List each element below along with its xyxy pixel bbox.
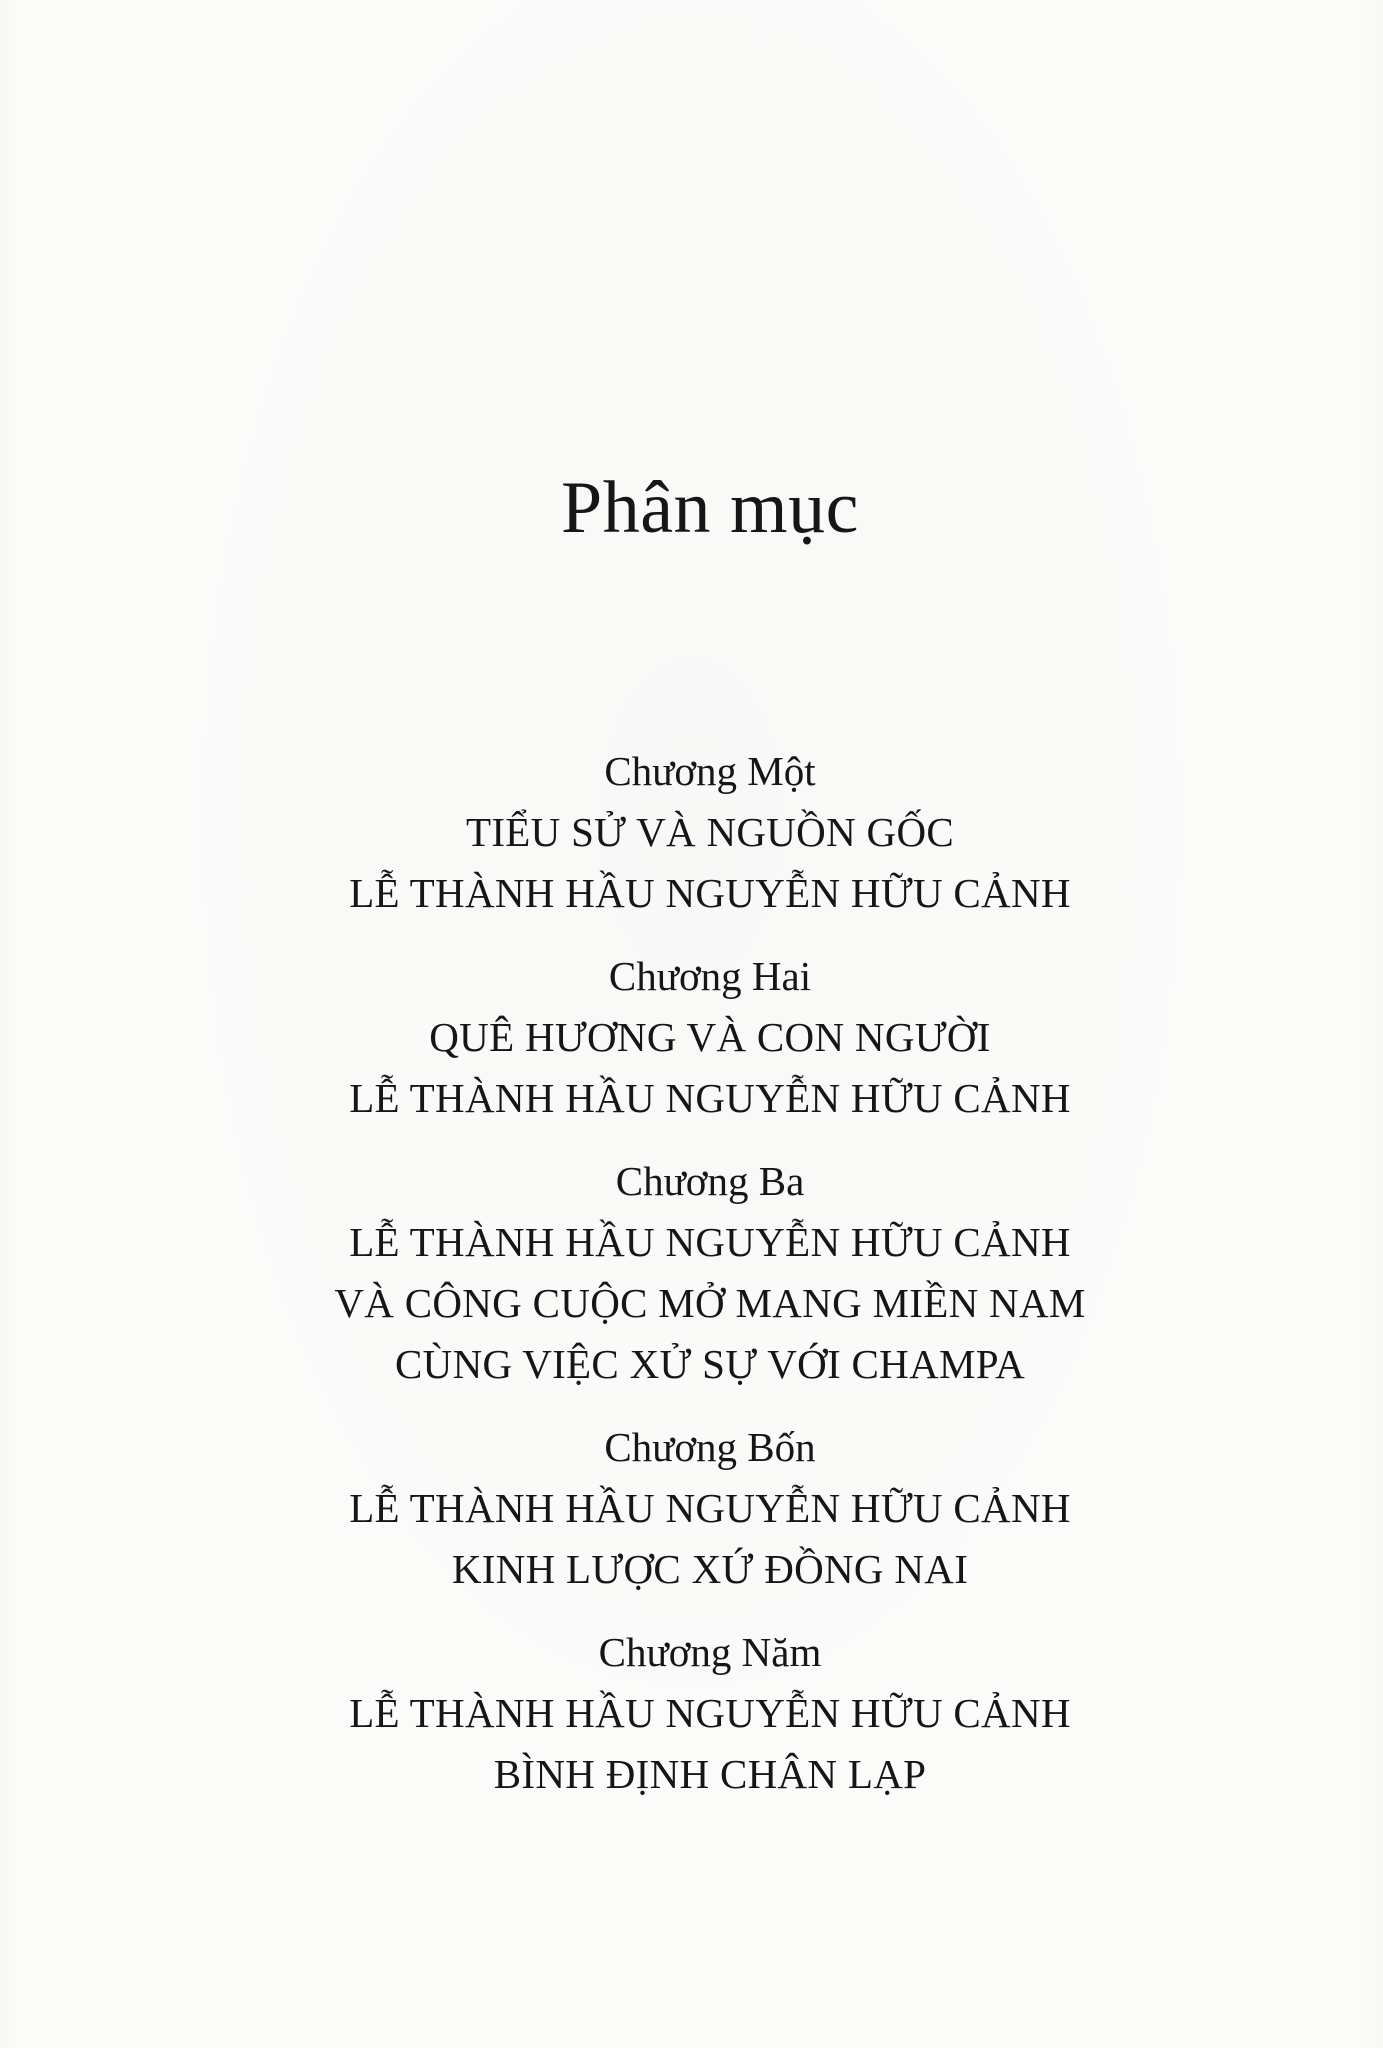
chapter-title-line: QUÊ HƯƠNG VÀ CON NGƯỜI	[429, 1014, 991, 1060]
chapter-entry-2	[0, 946, 1383, 1129]
chapter-label: Chương Bốn	[604, 1424, 816, 1470]
chapter-title-line: LỄ THÀNH HẦU NGUYỄN HỮU CẢNH	[349, 1690, 1071, 1736]
chapter-label: Chương Một	[604, 748, 816, 794]
chapter-entry-3	[0, 1151, 1383, 1395]
chapter-entry-5	[0, 1622, 1383, 1805]
chapter-title-line: LỄ THÀNH HẦU NGUYỄN HỮU CẢNH	[349, 870, 1071, 916]
chapter-entry-1	[0, 741, 1383, 924]
chapter-label: Chương Năm	[598, 1629, 822, 1675]
chapter-title-line: LỄ THÀNH HẦU NGUYỄN HỮU CẢNH	[349, 1219, 1071, 1265]
chapter-title-line: VÀ CÔNG CUỘC MỞ MANG MIỀN NAM	[334, 1280, 1086, 1326]
chapter-title-line: TIỂU SỬ VÀ NGUỒN GỐC	[465, 809, 955, 855]
chapter-title-line: LỄ THÀNH HẦU NGUYỄN HỮU CẢNH	[349, 1485, 1071, 1531]
chapter-label: Chương Ba	[615, 1158, 805, 1204]
chapter-title-line: CÙNG VIỆC XỬ SỰ VỚI CHAMPA	[395, 1341, 1025, 1387]
chapter-entry-4	[0, 1417, 1383, 1600]
chapter-label: Chương Hai	[608, 953, 812, 999]
chapter-title-line: LỄ THÀNH HẦU NGUYỄN HỮU CẢNH	[349, 1075, 1071, 1121]
chapter-title-line: BÌNH ĐỊNH CHÂN LẠP	[493, 1751, 927, 1797]
page-title: Phân mục	[561, 467, 859, 549]
chapter-title-line: KINH LƯỢC XỨ ĐỒNG NAI	[451, 1546, 969, 1592]
table-of-contents	[0, 741, 1383, 1827]
